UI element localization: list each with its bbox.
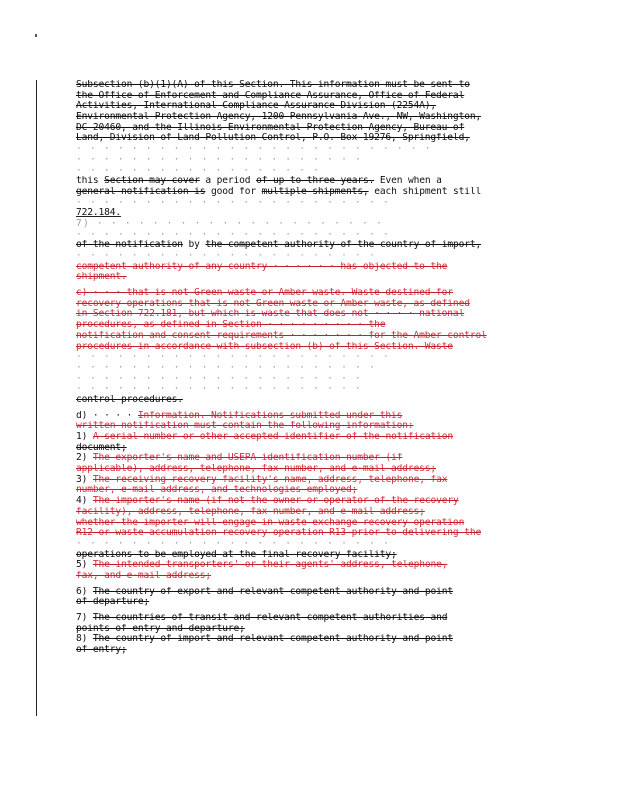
text-run: general notification is (76, 186, 206, 197)
text-run: Subsection (b)(1)(A) of this Section. This information must be sent to (76, 80, 470, 90)
text-line (76, 187, 546, 198)
text-run: in Section 722.181, but which is waste that does not · · · · national (76, 309, 465, 320)
text-run: competent authority of any country · · · · · · has objected to the (76, 261, 448, 272)
text-line (76, 91, 546, 102)
text-line (76, 384, 546, 395)
text-line (76, 320, 546, 331)
text-line (76, 331, 546, 342)
text-run: procedures in accordance with subsection (b) of this Section. Waste (76, 341, 453, 352)
text-line (76, 634, 546, 645)
text-run: written notification must contain the following information: (76, 421, 414, 432)
text-run: each shipment still (368, 186, 482, 197)
text-line (76, 219, 546, 230)
text-line (76, 166, 546, 177)
text-run: · · · · · · · · · · · · · · · · · · · · · · · · · · (76, 144, 432, 155)
text-run: the Office of Enforcement and Compliance Assurance, Office of Federal (76, 90, 465, 101)
text-line (76, 101, 546, 112)
text-line (76, 421, 546, 432)
text-line (76, 597, 546, 608)
text-run: 3) (76, 474, 93, 485)
text-run: 7) (76, 613, 93, 623)
text-run: 7) · · · · · · · · · · · · · · · · · · · · · (76, 218, 383, 229)
text-run: · · · · · · · · · · · · · · · · · · · · · · (76, 362, 376, 373)
text-line (76, 133, 546, 144)
text-line (76, 240, 546, 251)
text-run: applicable), address, telephone, fax number, and e-mail address; (76, 464, 437, 475)
text-line (76, 571, 546, 582)
text-run: · · · · · · · · · · · · · · · · · · (76, 165, 321, 176)
text-line (76, 475, 546, 486)
text-run: · · · · · · · · · · · · · · · · · · · · · · (76, 251, 376, 261)
text-run: · · · · · · · · · · · · · · · · · · · · · (76, 384, 363, 395)
text-run: Section may cover (104, 176, 200, 187)
margin-change-bar (36, 80, 37, 716)
text-run: · · · · · · · · · · · · · · · · · · · · · · · (76, 352, 390, 363)
text-run: 8) (76, 634, 93, 645)
text-run: c) · · · that is not Green waste or Amber waste. Waste destined for (76, 288, 453, 299)
text-line (76, 208, 546, 219)
text-run: of entry; (76, 645, 127, 656)
text-line (76, 560, 546, 571)
text-run: this (76, 176, 105, 187)
text-line (76, 507, 546, 518)
text-line (76, 411, 546, 422)
text-run: · · · · · · · · · · · · · · · · · · · · · · · (76, 197, 390, 208)
text-run: control procedures. (76, 394, 183, 405)
text-line (76, 155, 546, 166)
text-run: The country of import and relevant competent authority and point (92, 634, 453, 645)
text-line (76, 485, 546, 496)
text-run: 5) (76, 560, 93, 571)
text-line (76, 624, 546, 635)
text-run: procedures, as defined in Section · · · · · · · · · the (76, 320, 386, 331)
text-run: The country of export and relevant competent authority and point (92, 586, 453, 597)
text-run: A serial number or other accepted identifier of the notification (92, 432, 453, 442)
text-run: recovery operations that is not Green waste or Amber waste, as defined (76, 298, 470, 309)
scan-speck (35, 34, 37, 37)
text-run: · · · · · · · · · · · · · · · · · · · · · (76, 373, 363, 384)
text-line (76, 123, 546, 134)
text-run: The importer's name (if not the owner or operator of the recovery (92, 496, 459, 507)
text-run: facility), address, telephone, fax number, and e-mail address; (76, 506, 425, 517)
text-run: The countries of transit and relevant competent authorities and (92, 613, 448, 623)
text-run: of the notification (76, 240, 183, 251)
text-line (76, 613, 546, 624)
text-line (76, 272, 546, 283)
text-run: 6) (76, 586, 93, 597)
text-run: Land, Division of Land Pollution Control, P.O. Box 19276, Springfield, (76, 133, 470, 144)
text-run: of up to three years. (256, 176, 375, 187)
text-line (76, 496, 546, 507)
text-run: 4) (76, 496, 93, 507)
text-line (76, 352, 546, 363)
text-line (76, 251, 546, 262)
text-run: of departure; (76, 597, 150, 608)
text-run: d) · · · · (76, 410, 138, 421)
text-line (76, 299, 546, 310)
text-line (76, 374, 546, 385)
text-run: good for (205, 186, 262, 197)
text-run: 722.184. (76, 208, 122, 219)
text-run: number, e-mail address, and technologies employed; (76, 485, 358, 496)
text-line (76, 587, 546, 598)
text-line (76, 262, 546, 273)
text-line (76, 432, 546, 443)
text-run: by (182, 240, 206, 251)
text-run: 1) (76, 432, 93, 442)
text-run: The exporter's name and USEPA identification number (if (92, 453, 403, 464)
text-run: notification and consent requirements · · · · · · · for the Amber control (76, 330, 487, 341)
text-run: document; (76, 442, 127, 453)
text-line (76, 198, 546, 209)
text-run: multiple shipments, (261, 186, 369, 197)
text-run: Activities, International Compliance Assurance Division (2254A), (76, 101, 437, 112)
text-line (76, 80, 546, 91)
text-line (76, 309, 546, 320)
text-line (76, 645, 546, 656)
text-line (76, 443, 546, 454)
text-run: points of entry and departure; (76, 623, 245, 634)
document-body (76, 80, 546, 656)
text-run: fax, and e-mail address; (76, 570, 212, 581)
text-run: · · · · · · · · · · · · · · · · · · · · · (76, 154, 363, 165)
text-line (76, 112, 546, 123)
text-run: whether the importer will engage in waste exchange recovery operation (76, 517, 465, 528)
text-run: 2) (76, 453, 93, 464)
text-run: shipment. (76, 272, 127, 283)
text-line (76, 363, 546, 374)
text-line (76, 528, 546, 539)
text-run: DC 20460, and the Illinois Environmental Protection Agency, Bureau of (76, 122, 465, 133)
text-line (76, 144, 546, 155)
text-line (76, 550, 546, 561)
text-line (76, 539, 546, 550)
text-line (76, 176, 546, 187)
text-line (76, 518, 546, 529)
text-line (76, 453, 546, 464)
text-run: operations to be employed at the final recovery facility; (76, 549, 397, 560)
text-line (76, 464, 546, 475)
text-run: Even when a (374, 176, 442, 187)
text-line (76, 342, 546, 353)
text-run: The receiving recovery facility's name, address, telephone, fax (92, 474, 448, 485)
text-line (76, 288, 546, 299)
text-run: R12 or waste accumulation recovery operation R13 prior to delivering the (76, 528, 482, 539)
text-run: the competent authority of the country of import, (205, 240, 482, 251)
text-run: Environmental Protection Agency, 1200 Pennsylvania Ave., NW, Washington, (76, 112, 482, 123)
text-run: a period (199, 176, 257, 187)
text-run: · · · · · · · · · · · · · · · · · · · · · · · (76, 229, 390, 240)
text-run: Information. Notifications submitted under this (137, 410, 403, 421)
text-run: · · · · · · · · · · · · · · · · · · · · · · · (76, 538, 390, 549)
text-run: The intended transporters' or their agents' address, telephone, (92, 560, 448, 571)
text-line (76, 230, 546, 241)
text-line (76, 395, 546, 406)
